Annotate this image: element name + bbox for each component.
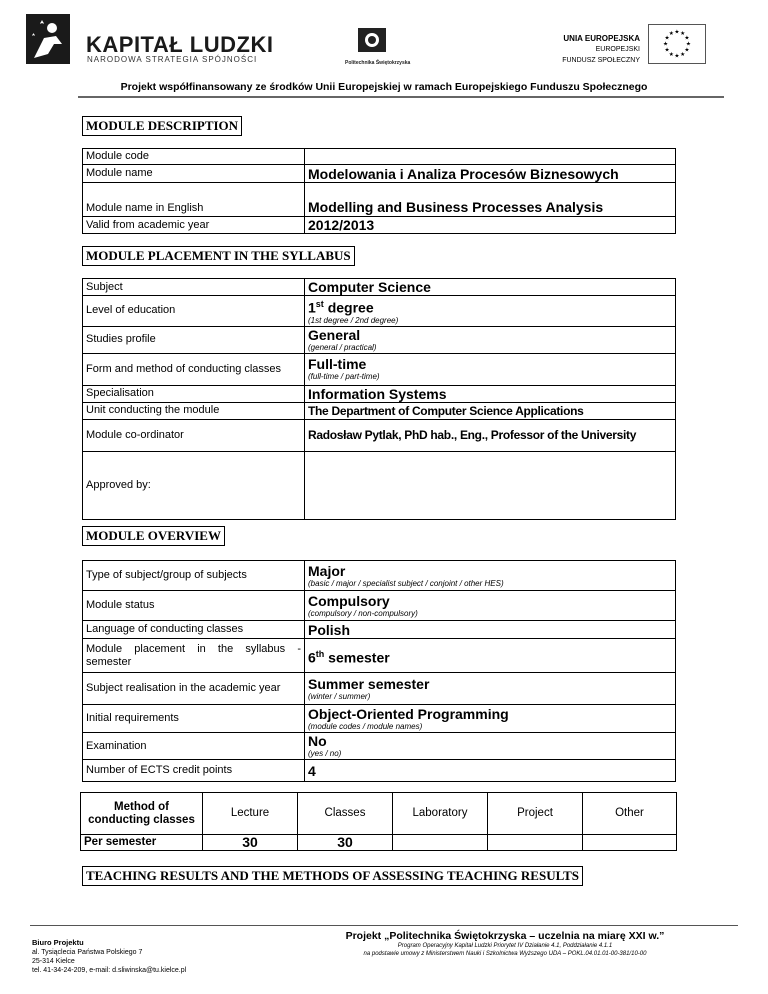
section-module-description: MODULE DESCRIPTION: [82, 116, 242, 136]
office-address-1: al. Tysiąclecia Państwa Polskiego 7: [32, 949, 143, 956]
agreement-line: na podstawie umowy z Ministerstwem Nauki i Szkolnictwa Wyższego UDA – POKL.04.01.01-00-381/10-00: [363, 951, 647, 957]
coordinator-value: Radosław Pytlak, PhD hab., Eng., Professor of the University: [305, 419, 676, 451]
project-title: Projekt „Politechnika Świętokrzyska – uczelnia na miarę XXI w.”: [345, 930, 665, 942]
office-contact: tel. 41-34-24-209, e-mail: d.sliwinska@tu.kielce.pl: [32, 967, 187, 974]
svg-text:★: ★: [668, 30, 674, 37]
module-name-value: Modelowania i Analiza Procesów Biznesowych: [305, 165, 676, 183]
form-hint: (full-time / part-time): [308, 372, 380, 382]
approved-label: Approved by:: [83, 451, 305, 519]
examination-label: Examination: [83, 733, 305, 760]
col-project: Project: [488, 793, 583, 835]
svg-text:★: ★: [674, 53, 680, 60]
svg-text:★: ★: [684, 47, 690, 54]
ects-label: Number of ECTS credit points: [83, 760, 305, 782]
svg-text:★: ★: [664, 35, 670, 42]
profile-label: Studies profile: [83, 326, 305, 353]
office-address-2: 25-314 Kielce: [32, 958, 75, 965]
subject-value: Computer Science: [305, 279, 676, 296]
eu-line-2: EUROPEJSKI: [595, 46, 640, 53]
module-code-label: Module code: [83, 149, 305, 165]
specialisation-value: Information Systems: [305, 385, 676, 402]
valid-year-value: 2012/2013: [305, 217, 676, 234]
footer-project: [290, 930, 720, 958]
kapital-title: KAPITAŁ LUDZKI: [86, 32, 274, 57]
subject-label: Subject: [83, 279, 305, 296]
col-classes: Classes: [298, 793, 393, 835]
politechnika-name: Politechnika Świętokrzyska: [345, 60, 411, 66]
lecture-hours: 30: [203, 835, 298, 851]
project-hours: [488, 835, 583, 851]
eu-label: [500, 33, 640, 66]
svg-text:★: ★: [684, 35, 690, 42]
office-title: Biuro Projektu: [32, 938, 84, 947]
type-hint: (basic / major / specialist subject / conjoint / other HES): [308, 578, 504, 588]
svg-text:★: ★: [664, 47, 670, 54]
form-label: Form and method of conducting classes: [83, 353, 305, 385]
ects-value: 4: [305, 760, 676, 782]
svg-text:★: ★: [668, 51, 674, 58]
program-line: Program Operacyjny Kapitał Ludzki Priorytet IV Działanie 4.1, Poddziałanie 4.1.1: [397, 943, 613, 949]
page-header: [0, 0, 768, 100]
footer-rule: [30, 925, 738, 926]
per-semester-label: Per semester: [81, 835, 203, 851]
examination-value: No: [308, 733, 327, 749]
politechnika-logo: [358, 28, 386, 52]
col-lecture: Lecture: [203, 793, 298, 835]
module-code-value: [305, 149, 676, 165]
svg-text:★: ★: [680, 51, 686, 58]
requirements-label: Initial requirements: [83, 705, 305, 733]
semester-value: 6th semester: [305, 639, 676, 673]
level-cell: [305, 296, 676, 327]
module-description-table: [82, 148, 676, 234]
col-other: Other: [583, 793, 677, 835]
col-laboratory: Laboratory: [393, 793, 488, 835]
language-label: Language of conducting classes: [83, 621, 305, 639]
type-value: Major: [308, 562, 346, 579]
status-cell: [305, 591, 676, 621]
language-value: Polish: [305, 621, 676, 639]
requirements-value: Object-Oriented Programming: [308, 705, 509, 722]
academic-year-value: Summer semester: [308, 675, 430, 692]
classes-hours: 30: [298, 835, 393, 851]
form-value: Full-time: [308, 356, 367, 373]
coordinator-label: Module co-ordinator: [83, 419, 305, 451]
requirements-cell: [305, 705, 676, 733]
academic-year-label: Subject realisation in the academic year: [83, 673, 305, 705]
methods-header-label: Method of conducting classes: [81, 793, 203, 835]
other-hours: [583, 835, 677, 851]
unit-value: The Department of Computer Science Applications: [305, 402, 676, 419]
eu-line-1: UNIA EUROPEJSKA: [563, 34, 640, 43]
requirements-hint: (module codes / module names): [308, 721, 423, 731]
specialisation-label: Specialisation: [83, 385, 305, 402]
unit-label: Unit conducting the module: [83, 402, 305, 419]
profile-cell: [305, 326, 676, 353]
module-name-en-value: Modelling and Business Processes Analysis: [305, 183, 676, 217]
semester-label: Module placement in the syllabus - semester: [83, 639, 305, 673]
section-teaching-results: TEACHING RESULTS AND THE METHODS OF ASSESSING TEACHING RESULTS: [82, 866, 583, 886]
svg-text:★: ★: [685, 41, 691, 48]
type-cell: [305, 561, 676, 591]
profile-hint: (general / practical): [308, 342, 377, 352]
eu-line-3: FUNDUSZ SPOŁECZNY: [562, 57, 640, 64]
module-placement-table: [82, 278, 676, 520]
valid-year-label: Valid from academic year: [83, 217, 305, 234]
type-label: Type of subject/group of subjects: [83, 561, 305, 591]
examination-cell: [305, 733, 676, 760]
academic-year-cell: [305, 673, 676, 705]
methods-table: [80, 792, 677, 851]
svg-text:★: ★: [663, 41, 669, 48]
level-hint: (1st degree / 2nd degree): [308, 315, 399, 325]
status-label: Module status: [83, 591, 305, 621]
footer-office: [32, 938, 186, 975]
cofinancing-line: Projekt współfinansowany ze środków Unii Europejskiej w ramach Europejskiego Funduszu Społecznego: [120, 81, 648, 93]
level-label: Level of education: [83, 296, 305, 327]
laboratory-hours: [393, 835, 488, 851]
examination-hint: (yes / no): [308, 749, 342, 758]
academic-year-hint: (winter / summer): [308, 691, 371, 701]
form-cell: [305, 353, 676, 385]
section-module-placement: MODULE PLACEMENT IN THE SYLLABUS: [82, 246, 355, 266]
section-module-overview: MODULE OVERVIEW: [82, 526, 225, 546]
kapital-ludzki-logo: [26, 14, 70, 64]
level-value: 1st degree: [308, 299, 374, 316]
status-value: Compulsory: [308, 592, 390, 609]
module-name-label: Module name: [83, 165, 305, 183]
profile-value: General: [308, 326, 361, 343]
header-rule: [78, 96, 724, 98]
svg-text:★: ★: [674, 29, 680, 36]
svg-text:★: ★: [680, 30, 686, 37]
kapital-subtitle: NARODOWA STRATEGIA SPÓJNOŚCI: [87, 55, 258, 64]
eu-flag-icon: [648, 24, 706, 64]
module-name-en-label: Module name in English: [83, 183, 305, 217]
module-overview-table: [82, 560, 676, 782]
approved-value: [305, 451, 676, 519]
status-hint: (compulsory / non-compulsory): [308, 608, 418, 618]
